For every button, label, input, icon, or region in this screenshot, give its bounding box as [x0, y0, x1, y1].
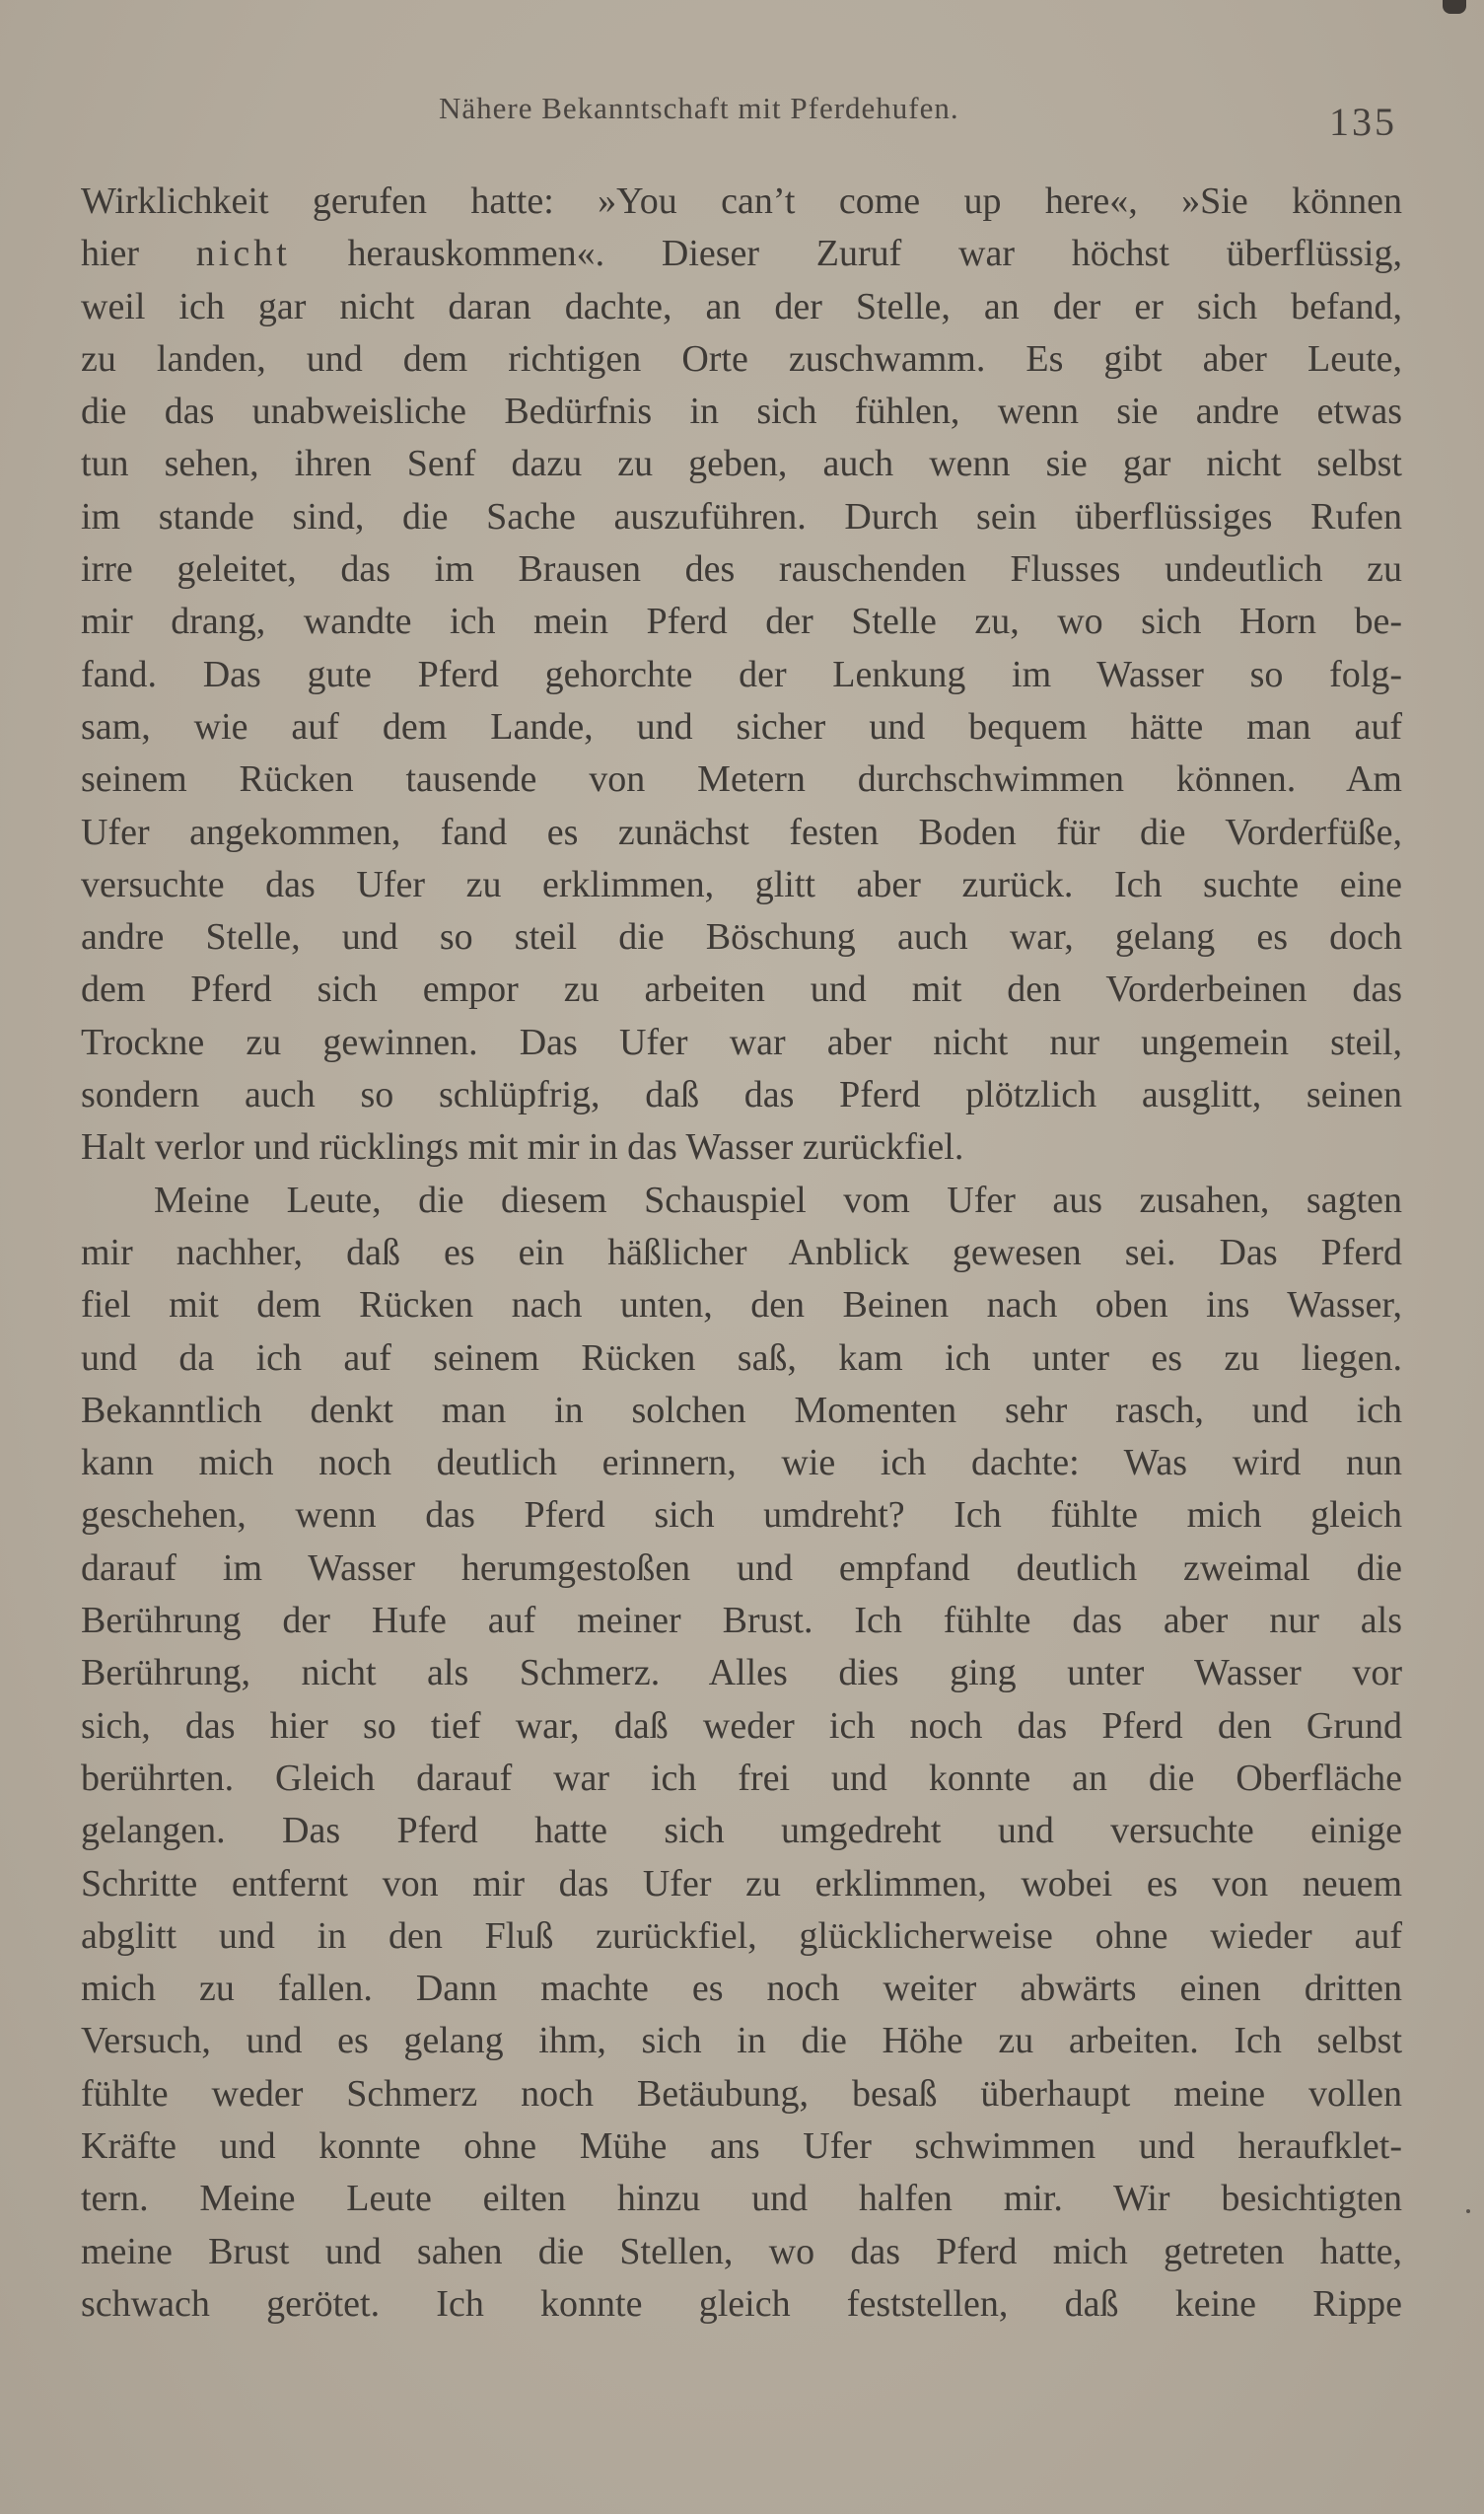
text-line: schwach gerötet. Ich konnte gleich feststellen, daß keine Rippe [81, 2282, 1402, 2325]
text-line: seinem Rücken tausende von Metern durchschwimmen können. Am [81, 758, 1402, 801]
text-line: fühlte weder Schmerz noch Betäubung, besaß überhaupt meine vollen [81, 2072, 1402, 2115]
text-line: zu landen, und dem richtigen Orte zuschwamm. Es gibt aber Leute, [81, 337, 1402, 380]
text-line: tun sehen, ihren Senf dazu zu geben, auch wenn sie gar nicht selbst [81, 443, 1402, 485]
text-line: und da ich auf seinem Rücken saß, kam ich unter es zu liegen. [81, 1336, 1402, 1379]
emphasized-word: nicht [195, 233, 291, 275]
text-line: die das unabweisliche Bedürfnis in sich fühlen, wenn sie andre etwas [81, 391, 1402, 433]
text-line: mich zu fallen. Dann machte es noch weiter abwärts einen dritten [81, 1968, 1402, 2010]
text-line: irre geleitet, das im Brausen des rauschenden Flusses undeutlich zu [81, 548, 1402, 591]
text-line: meine Brust und sahen die Stellen, wo das Pferd mich getreten hatte, [81, 2230, 1402, 2272]
text-line-paragraph-start: Meine Leute, die diesem Schauspiel vom Ufer aus zusahen, sagten [154, 1179, 1402, 1221]
text-line: Berührung, nicht als Schmerz. Alles dies ging unter Wasser vor [81, 1652, 1402, 1694]
text-line: weil ich gar nicht daran dachte, an der Stelle, an der er sich befand, [81, 285, 1402, 327]
text-line: kann mich noch deutlich erinnern, wie ich dachte: Was wird nun [81, 1442, 1402, 1484]
running-head: Nähere Bekanntschaft mit Pferdehufen. [439, 91, 959, 125]
text-line: tern. Meine Leute eilten hinzu und halfen mir. Wir besichtigten [81, 2178, 1402, 2220]
text-line: Schritte entfernt von mir das Ufer zu erklimmen, wobei es von neuem [81, 1862, 1402, 1904]
page-number: 135 [1329, 100, 1397, 144]
text-line: Trockne zu gewinnen. Das Ufer war aber nicht nur ungemein steil, [81, 1021, 1402, 1063]
text-line: Wirklichkeit gerufen hatte: »You can’t come up here«, »Sie können [81, 180, 1402, 222]
text-line: Berührung der Hufe auf meiner Brust. Ich fühlte das aber nur als [81, 1600, 1402, 1642]
text-line: mir drang, wandte ich mein Pferd der Stelle zu, wo sich Horn be- [81, 601, 1402, 643]
text-line: sich, das hier so tief war, daß weder ich noch das Pferd den Grund [81, 1704, 1402, 1747]
text-line [81, 228, 1402, 280]
text-line: sondern auch so schlüpfrig, daß das Pferd plötzlich ausglitt, seinen [81, 1074, 1402, 1116]
text-line: Bekanntlich denkt man in solchen Momenten sehr rasch, und ich [81, 1389, 1402, 1431]
text-line: mir nachher, daß es ein häßlicher Anblick gewesen sei. Das Pferd [81, 1231, 1402, 1273]
text-line: Kräfte und konnte ohne Mühe ans Ufer schwimmen und heraufklet- [81, 2124, 1402, 2167]
text-line: versuchte das Ufer zu erklimmen, glitt aber zurück. Ich suchte eine [81, 863, 1402, 905]
text-line: sam, wie auf dem Lande, und sicher und bequem hätte man auf [81, 705, 1402, 748]
body-text [81, 176, 1402, 2331]
scan-corner-mark [1443, 0, 1466, 14]
text-line-paragraph-end: Halt verlor und rücklings mit mir in das Wasser zurückfiel. [81, 1126, 964, 1169]
text-fragment: hier [81, 233, 196, 275]
text-line: darauf im Wasser herumgestoßen und empfand deutlich zweimal die [81, 1546, 1402, 1589]
text-fragment: herauskommen«. Dieser Zuruf war höchst überflüssig, [290, 233, 1402, 275]
text-line: abglitt und in den Fluß zurückfiel, glücklicherweise ohne wieder auf [81, 1914, 1402, 1957]
text-line: andre Stelle, und so steil die Böschung auch war, gelang es doch [81, 916, 1402, 959]
text-line: berührten. Gleich darauf war ich frei und konnte an die Oberfläche [81, 1757, 1402, 1799]
text-line: dem Pferd sich empor zu arbeiten und mit den Vorderbeinen das [81, 969, 1402, 1011]
text-line: Ufer angekommen, fand es zunächst festen Boden für die Vorderfüße, [81, 811, 1402, 853]
text-line: geschehen, wenn das Pferd sich umdreht? Ich fühlte mich gleich [81, 1494, 1402, 1537]
text-line: fand. Das gute Pferd gehorchte der Lenkung im Wasser so folg- [81, 653, 1402, 695]
text-line: gelangen. Das Pferd hatte sich umgedreht und versuchte einige [81, 1810, 1402, 1852]
margin-speck [1466, 2209, 1470, 2213]
text-line: Versuch, und es gelang ihm, sich in die Höhe zu arbeiten. Ich selbst [81, 2020, 1402, 2062]
text-line: im stande sind, die Sache auszuführen. Durch sein überflüssiges Rufen [81, 495, 1402, 538]
text-line: fiel mit dem Rücken nach unten, den Beinen nach oben ins Wasser, [81, 1284, 1402, 1327]
page-header [0, 91, 1484, 144]
